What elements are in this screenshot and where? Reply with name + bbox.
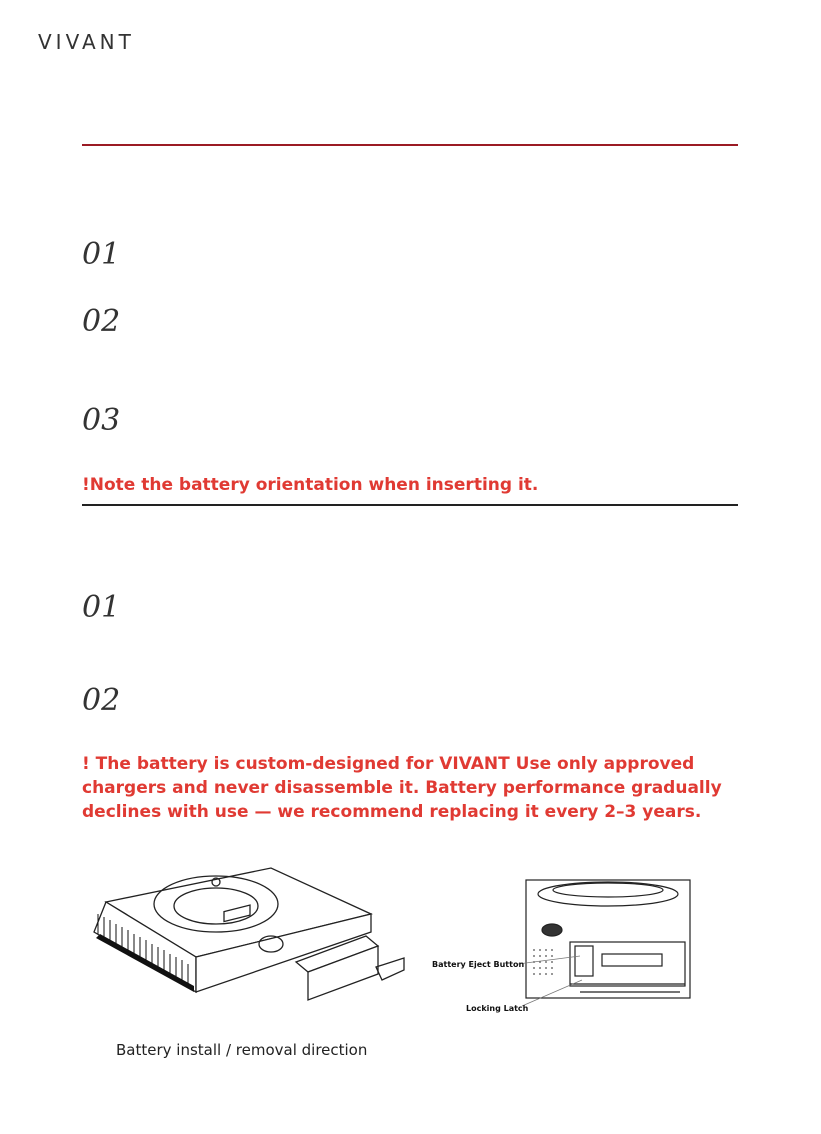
section-divider bbox=[82, 504, 738, 506]
figure-caption: Battery install / removal direction bbox=[116, 1041, 368, 1059]
battery-insert-illustration bbox=[86, 862, 406, 1007]
step-number: 01 bbox=[82, 590, 121, 625]
orientation-note: !Note the battery orientation when inserting it. bbox=[82, 475, 539, 495]
step-number: 03 bbox=[82, 403, 121, 438]
vivant-logo bbox=[38, 31, 144, 53]
battery-compartment-illustration bbox=[430, 876, 700, 1016]
step-number: 02 bbox=[82, 304, 121, 339]
section-divider-top bbox=[82, 144, 738, 146]
locking-latch-label: Locking Latch bbox=[466, 1004, 529, 1013]
battery-warning-note: ! The battery is custom-designed for VIVANT Use only approved chargers and never disassemble it. Battery performance gradually declines with use — we recommend replacing it every 2–3 years. bbox=[82, 754, 722, 822]
logo-text: VIVANT bbox=[38, 31, 135, 53]
step-number: 01 bbox=[82, 237, 121, 272]
eject-button-label: Battery Eject Button bbox=[432, 960, 525, 969]
step-number: 02 bbox=[82, 683, 121, 718]
